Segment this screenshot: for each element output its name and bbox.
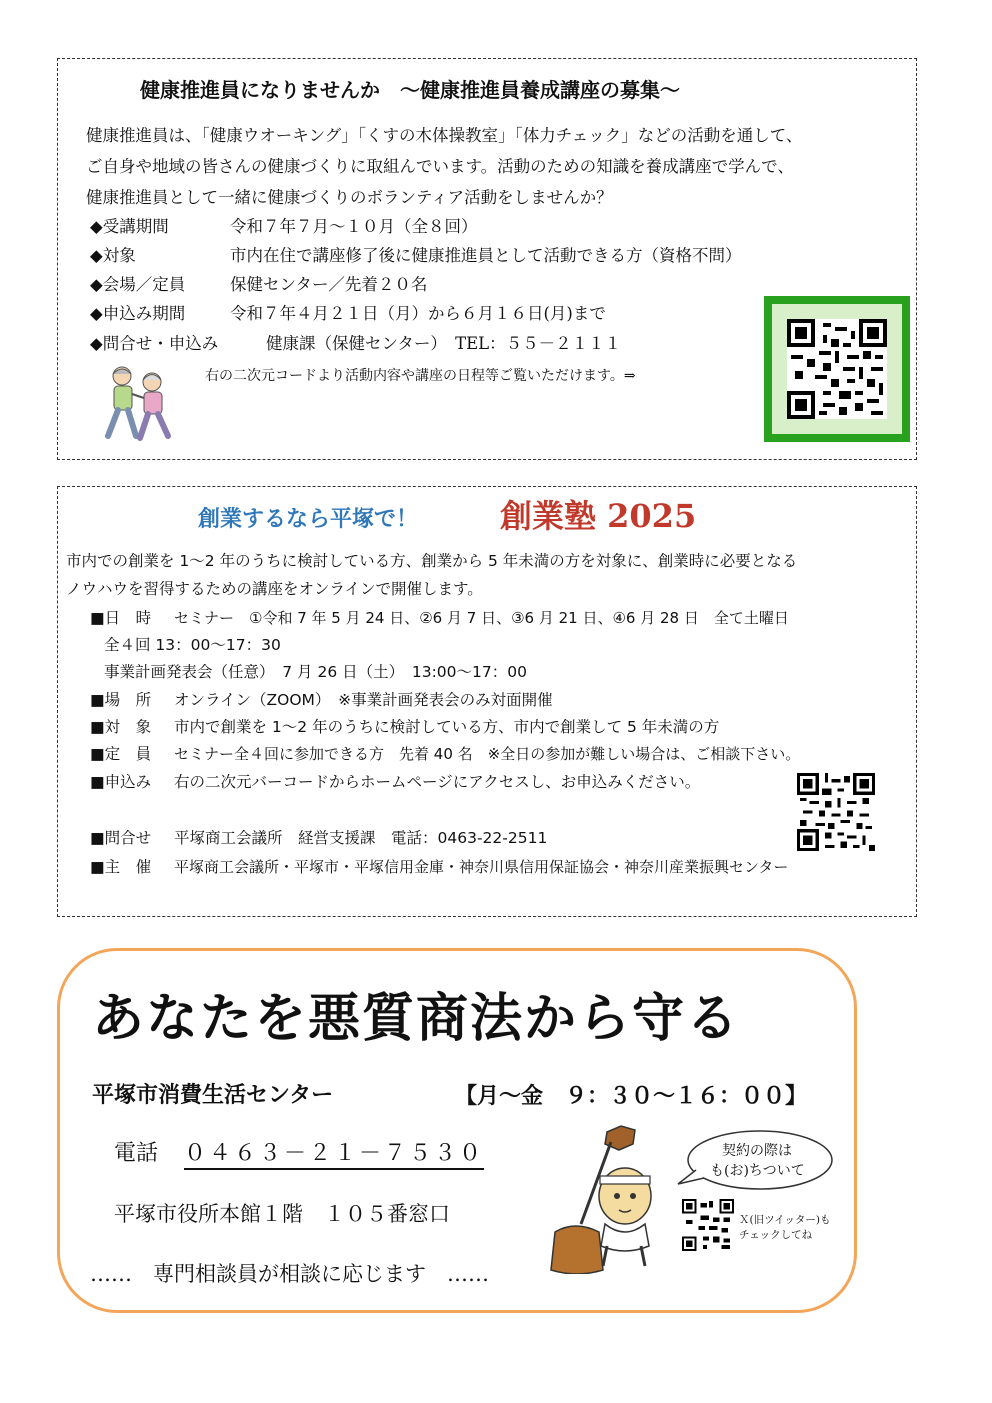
section2-row-label: ■定 員 <box>90 745 152 763</box>
section1-item-label: ◆申込み期間 <box>90 304 186 323</box>
section1-item-value: 健康課（保健センター） TEL：５５－２１１１ <box>266 334 622 353</box>
section1-intro-line3: 健康推進員として一緒に健康づくりのボランティア活動をしませんか？ <box>86 188 613 207</box>
section2-row-value: 平塚商工会議所 経営支援課 電話：0463-22-2511 <box>174 829 548 847</box>
mochi-mascot-icon <box>545 1124 675 1274</box>
section2-intro-line1: 市内での創業を 1～2 年のうちに検討している方、創業から 5 年未満の方を対象に、創業時に必要となる <box>66 552 798 570</box>
section2-title-red: 創業塾 2025 <box>500 497 697 535</box>
section2-row-value: オンライン（ZOOM） ※事業計画発表会のみ対面開催 <box>174 691 553 709</box>
section1-item-value: 令和７年７月～１０月（全８回） <box>230 217 478 236</box>
section1-item-value: 市内在住で講座修了後に健康推進員として活動できる方（資格不問） <box>230 246 742 265</box>
section2-row-value: 市内で創業を 1～2 年のうちに検討している方、市内で創業して 5 年未満の方 <box>174 718 720 736</box>
center-hours: 【月～金 ９：３０～１６：００】 <box>455 1083 808 1109</box>
section2-title-blue: 創業するなら平塚で！ <box>198 507 419 532</box>
section2-row-value: 事業計画発表会（任意） 7 月 26 日（土） 13:00～17：00 <box>104 663 527 681</box>
section2-row-label: ■場 所 <box>90 691 152 709</box>
section2-intro-line2: ノウハウを習得するための講座をオンラインで開催します。 <box>66 580 483 598</box>
section1-item-value: 保健センター／先着２０名 <box>230 275 428 294</box>
qr-code-icon[interactable] <box>797 773 875 851</box>
bubble-line1: 契約の際は <box>722 1143 792 1159</box>
section1-item-label: ◆問合せ・申込み <box>90 334 219 353</box>
section1-item-value: 令和７年４月２１日（月）から６月１６日(月)まで <box>230 304 606 323</box>
section1-qr-note: 右の二次元コードより活動内容や講座の日程等ご覧いただけます。⇒ <box>205 368 636 384</box>
office-location: 平塚市役所本館１階 １０５番窓口 <box>114 1202 450 1226</box>
walking-couple-icon <box>92 362 184 448</box>
section2-row-label: ■対 象 <box>90 718 152 736</box>
consult-note: …… 専門相談員が相談に応じます …… <box>90 1262 489 1286</box>
section2-row-label: ■主 催 <box>90 858 152 876</box>
section2-row-value: 平塚商工会議所・平塚市・平塚信用金庫・神奈川県信用保証協会・神奈川産業振興センター <box>174 858 789 876</box>
center-name: 平塚市消費生活センター <box>92 1083 334 1108</box>
section1-intro-line2: ご自身や地域の皆さんの健康づくりに取組んでいます。活動のための知識を養成講座で学んで、 <box>86 157 794 176</box>
section1-title: 健康推進員になりませんか ～健康推進員養成講座の募集～ <box>140 78 680 102</box>
section2-row-label: ■問合せ <box>90 829 152 847</box>
section2-row-value: 右の二次元バーコードからホームページにアクセスし、お申込みください。 <box>174 773 701 791</box>
section3-title: あなたを悪質商法から守る <box>92 989 741 1049</box>
x-note-line1: Ｘ(旧ツイッター)も <box>739 1214 831 1226</box>
x-note-line2: チェックしてね <box>739 1229 813 1241</box>
section1-item-label: ◆対象 <box>90 246 136 265</box>
speech-bubble <box>676 1126 836 1196</box>
phone-label: 電話 <box>114 1141 159 1166</box>
section1-item-label: ◆会場／定員 <box>90 275 186 294</box>
section2-row-label: ■申込み <box>90 773 152 791</box>
qr-code-icon[interactable] <box>682 1199 734 1251</box>
bubble-line2: も(お)ちついて <box>710 1163 805 1179</box>
qr-code-icon[interactable] <box>787 319 887 419</box>
section2-row-value: セミナー全４回に参加できる方 先着 40 名 ※全日の参加が難しい場合は、ご相談下さい。 <box>174 745 801 763</box>
section2-row-value: 全４回 13：00～17：30 <box>104 636 281 654</box>
section2-row-label: ■日 時 <box>90 609 152 627</box>
section2-row-value: セミナー ①令和 7 年 5 月 24 日、②6 月 7 日、③6 月 21 日、④6 月 28 日 全て土曜日 <box>174 609 789 627</box>
section1-intro-line1: 健康推進員は、「健康ウオーキング」「くすの木体操教室」「体力チェック」などの活動を通して、 <box>86 126 803 145</box>
phone-number: ０４６３－２１－７５３０ <box>184 1140 484 1170</box>
section1-item-label: ◆受講期間 <box>90 217 169 236</box>
